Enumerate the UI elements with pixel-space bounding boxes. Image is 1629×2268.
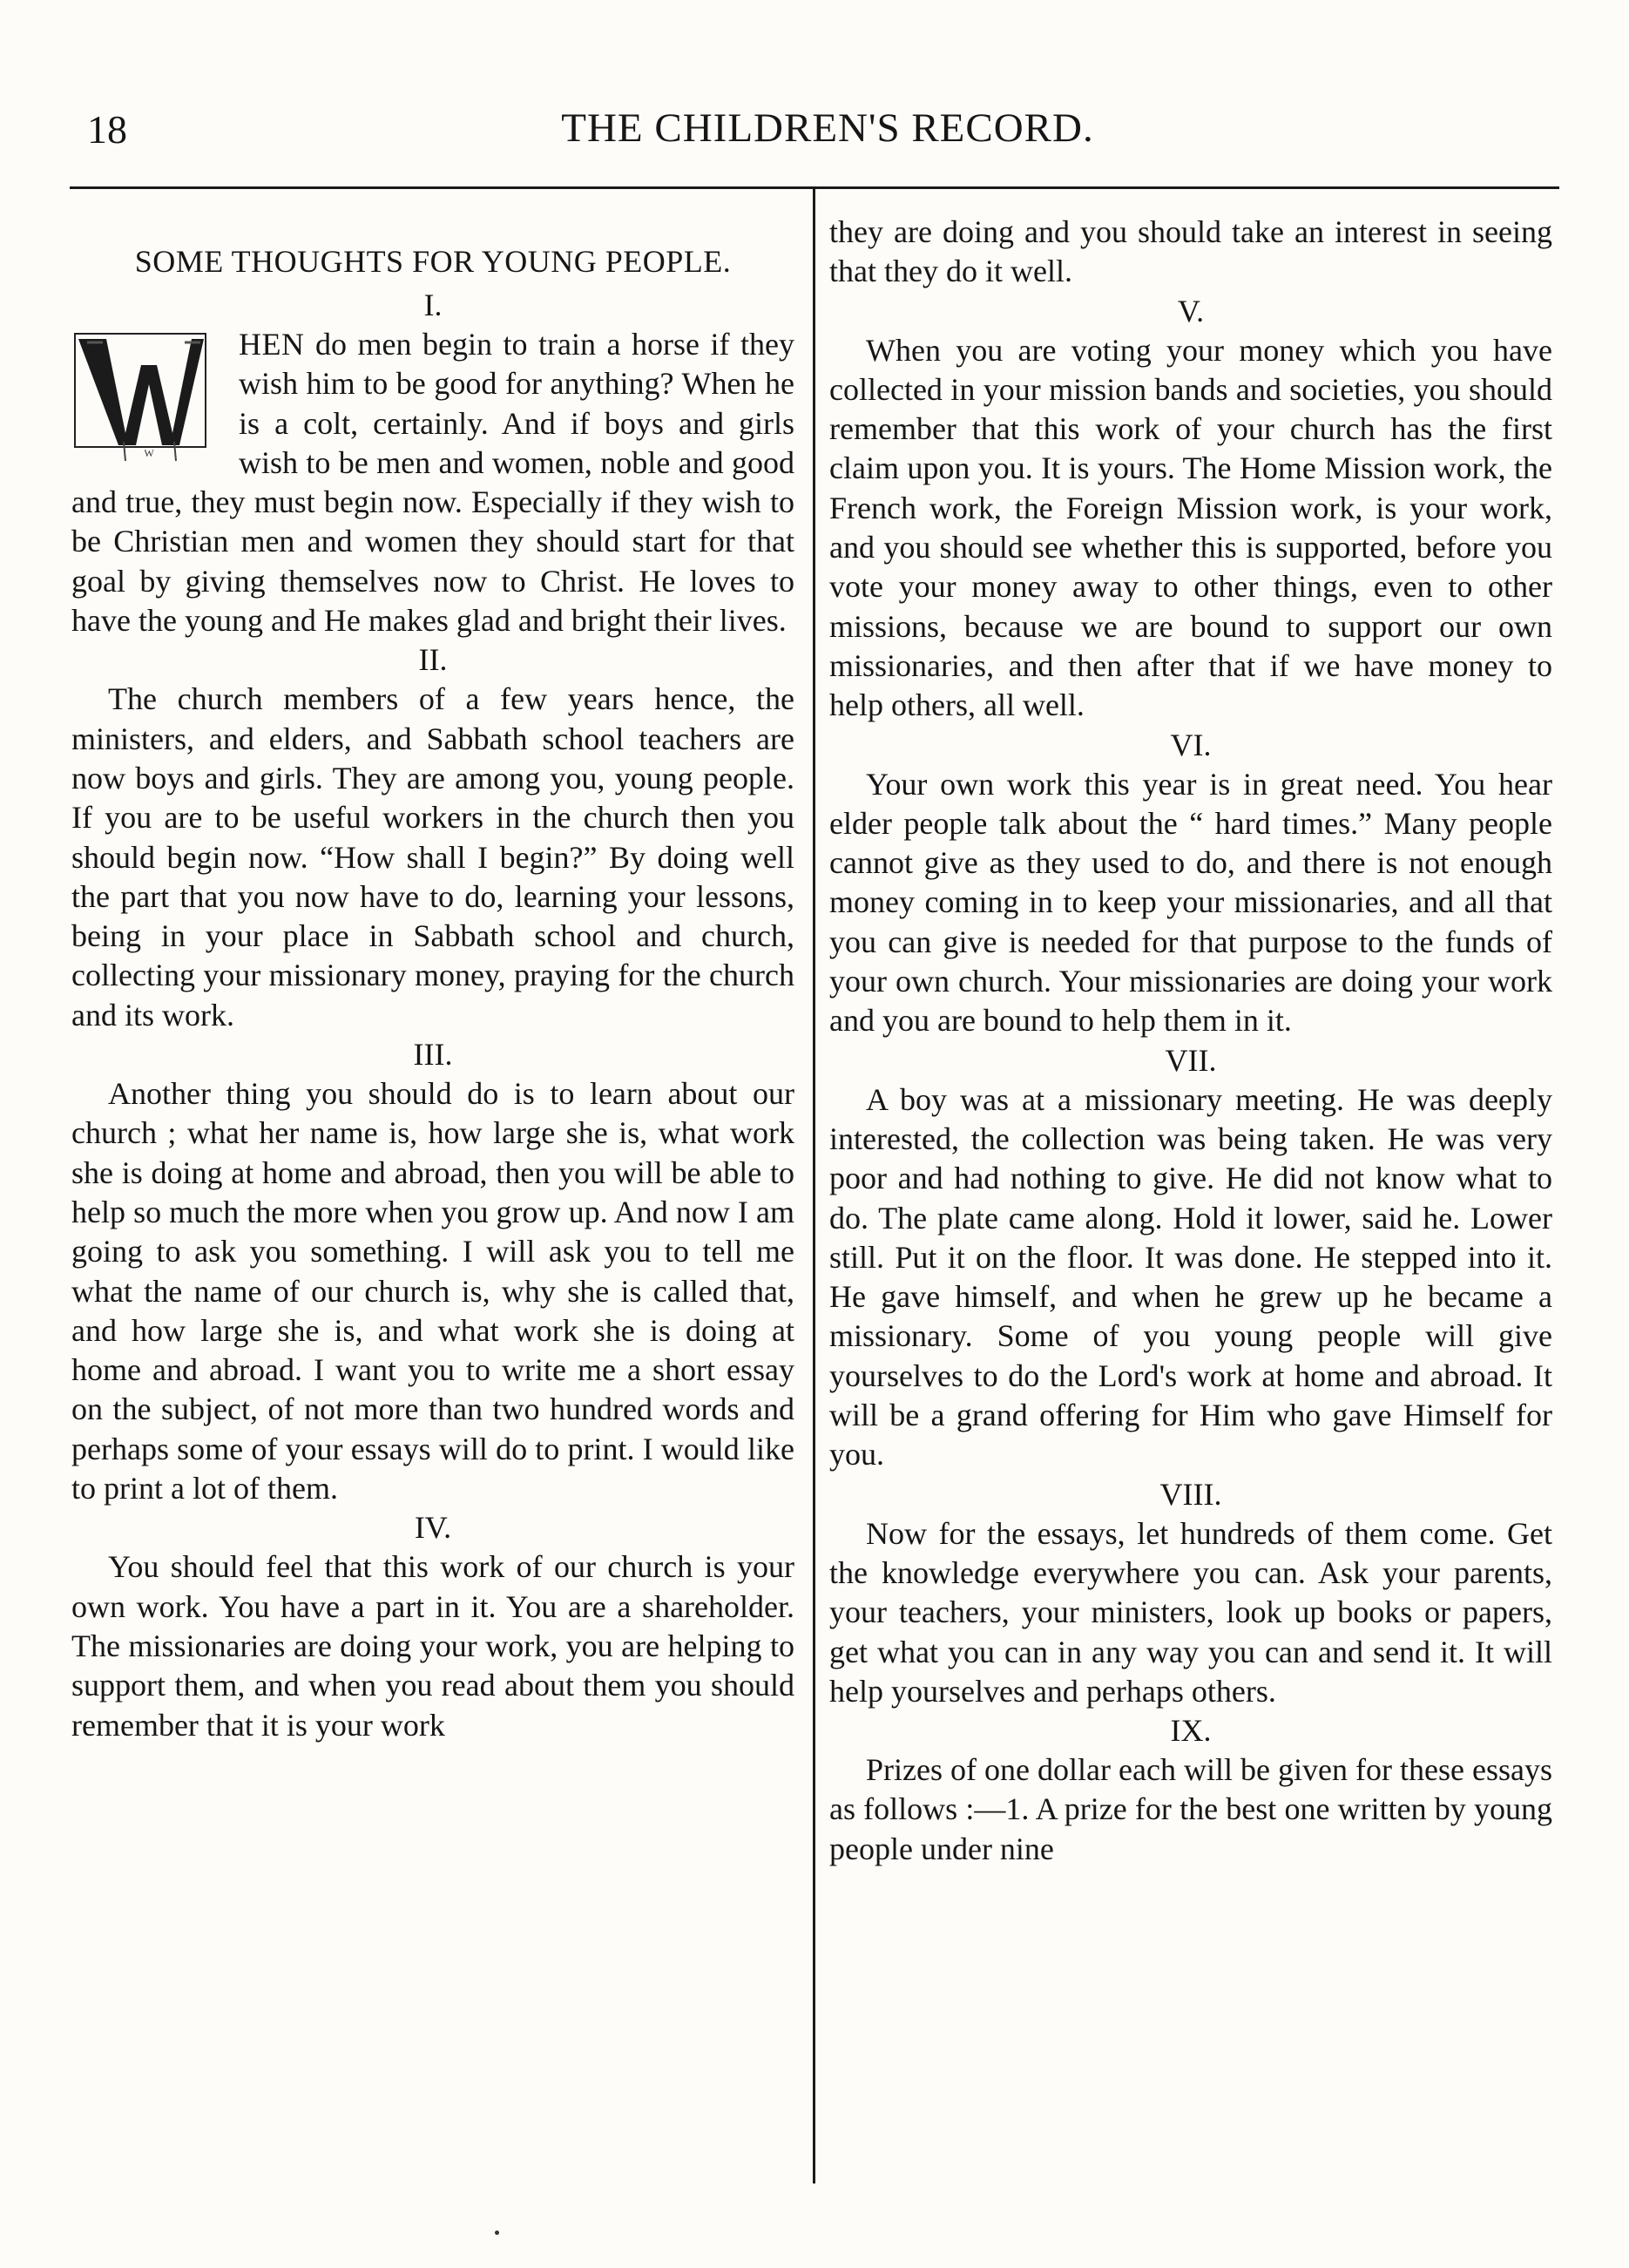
section-numeral-6: VI. bbox=[1170, 727, 1212, 762]
print-speck bbox=[495, 2231, 499, 2235]
article-title: SOME THOUGHTS FOR YOUNG PEOPLE. bbox=[134, 244, 732, 279]
section-1-text: do men begin to train a horse if they wish him to be good for anything? When he is a colt, certainly. And if boys and girls wish to be men and women, noble and good and true, they must begin now. Especially if they wish to be Christian men and women they should start for that goal by giving themselves now to Christ. He loves to have the young and He makes glad and bright their lives. bbox=[71, 327, 794, 639]
dropcap-letter: W bbox=[144, 447, 154, 459]
section-numeral-8: VIII. bbox=[1159, 1476, 1222, 1512]
column-divider bbox=[813, 188, 815, 2183]
right-column bbox=[829, 213, 1552, 1869]
section-numeral-4: IV. bbox=[414, 1510, 452, 1546]
section-numeral-2: II. bbox=[418, 642, 448, 678]
section-4-paragraph: You should feel that this work of our church is your own work. You have a part in it. You are a shareholder. The missionaries are doing your work, you are helping to support them, and when you read about them you should remember that it is your work bbox=[71, 1549, 794, 1743]
section-numeral-5: V. bbox=[1177, 293, 1205, 328]
section-1-paragraph bbox=[71, 325, 794, 640]
section-4-continuation: they are doing and you should take an interest in seeing that they do it well. bbox=[829, 214, 1552, 289]
section-numeral-3: III. bbox=[413, 1037, 453, 1073]
section-numeral-9: IX. bbox=[1170, 1713, 1212, 1749]
section-9-paragraph: Prizes of one dollar each will be given for these essays as follows :—1. A prize for the best one written by young people under nine bbox=[829, 1752, 1552, 1866]
page-number: 18 bbox=[87, 107, 127, 152]
section-7-paragraph: A boy was at a missionary meeting. He was deeply interested, the collection was being taken. He was very poor and had nothing to give. He did not know what to do. The plate came along. Hold it lower, said he. Lower still. Put it on the floor. It was done. He stepped into it. He gave himself, and when he grew up he became a missionary. Some of you young people will give yourselves to do the Lord's work at home and abroad. It will be a grand offering for Him who gave Himself for you. bbox=[829, 1081, 1552, 1473]
dropcap-w-ornament bbox=[71, 330, 226, 470]
dropcap-rest-caps: HEN bbox=[239, 327, 305, 362]
section-2-paragraph: The church members of a few years hence, the ministers, and elders, and Sabbath school teachers are now boys and girls. They are among you, young people. If you are to be useful workers in the church then you should begin now. “How shall I begin?” By doing well the part that you now have to do, learning your lessons, being in your place in Sabbath school and church, collecting your missionary money, praying for the church and its work. bbox=[71, 681, 794, 1032]
section-5-paragraph: When you are voting your money which you have collected in your mission bands and societies, you should remember that this work of your church has the first claim upon you. It is yours. The Home Mission work, the French work, the Foreign Mission work, is your work, and you should see whether this is supported, before you vote your money away to other things, even to other missions, because we are bound to support our own missionaries, and then after that if we have money to help others, all well. bbox=[829, 332, 1552, 723]
section-numeral-7: VII. bbox=[1165, 1042, 1217, 1078]
section-6-paragraph: Your own work this year is in great need. You hear elder people talk about the “ hard times.” Many people cannot give as they used to do, and there is not enough money coming in to keep your missionaries, and all that you can give is needed for that purpose to the funds of your own church. Your missionaries are doing your work and you are bound to help them in it. bbox=[829, 766, 1552, 1039]
section-3-paragraph: Another thing you should do is to learn about our church ; what her name is, how large she is, what work she is doing at home and abroad, then you will be able to help so much the more when you grow up. And now I am going to ask you something. I will ask you to tell me what the name of our church is, why she is called that, and how large she is, and what work she is doing at home and abroad. I want you to write me a short essay on the subject, of not more than two hundred words and perhaps some of your essays will do to print. I would like to print a lot of them. bbox=[71, 1076, 794, 1506]
left-column bbox=[71, 213, 794, 1745]
running-title: THE CHILDREN'S RECORD. bbox=[561, 105, 1094, 151]
section-numeral-1: I. bbox=[423, 288, 443, 322]
page-header bbox=[70, 103, 1559, 164]
section-8-paragraph: Now for the essays, let hundreds of them come. Get the knowledge everywhere you can. Ask your parents, your teachers, your ministers, look up books or papers, get what you can in any way you can and send it. It will help yourselves and perhaps others. bbox=[829, 1515, 1552, 1709]
